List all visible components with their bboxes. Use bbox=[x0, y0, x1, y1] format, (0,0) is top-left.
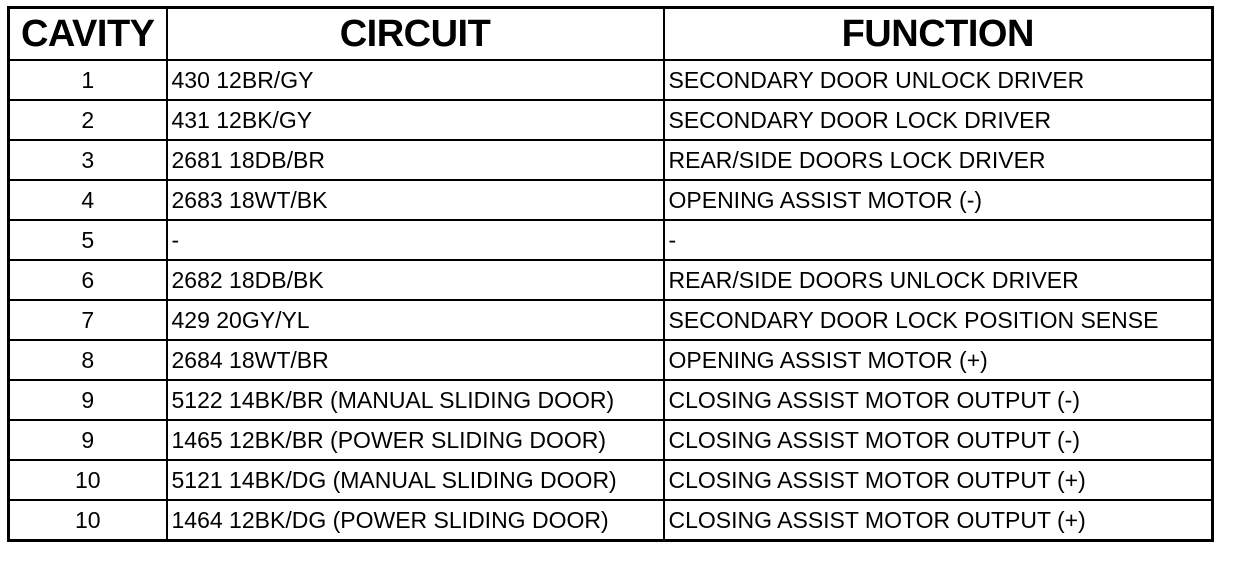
circuit-cell: 429 20GY/YL bbox=[167, 300, 664, 340]
table-row bbox=[9, 220, 1213, 260]
table-row bbox=[9, 140, 1213, 180]
function-cell: CLOSING ASSIST MOTOR OUTPUT (+) bbox=[664, 460, 1213, 500]
function-cell: - bbox=[664, 220, 1213, 260]
table-row bbox=[9, 300, 1213, 340]
table-row bbox=[9, 340, 1213, 380]
table-header-row bbox=[9, 8, 1213, 61]
cavity-column-header: CAVITY bbox=[9, 8, 167, 61]
table-row bbox=[9, 460, 1213, 500]
cavity-cell: 7 bbox=[9, 300, 167, 340]
cavity-cell: 9 bbox=[9, 420, 167, 460]
function-cell: REAR/SIDE DOORS LOCK DRIVER bbox=[664, 140, 1213, 180]
function-cell: REAR/SIDE DOORS UNLOCK DRIVER bbox=[664, 260, 1213, 300]
cavity-cell: 10 bbox=[9, 460, 167, 500]
circuit-cell: 5122 14BK/BR (MANUAL SLIDING DOOR) bbox=[167, 380, 664, 420]
table-row bbox=[9, 100, 1213, 140]
function-cell: CLOSING ASSIST MOTOR OUTPUT (-) bbox=[664, 380, 1213, 420]
function-cell: SECONDARY DOOR LOCK POSITION SENSE bbox=[664, 300, 1213, 340]
circuit-cell: 431 12BK/GY bbox=[167, 100, 664, 140]
function-column-header: FUNCTION bbox=[664, 8, 1213, 61]
circuit-cell: 2684 18WT/BR bbox=[167, 340, 664, 380]
circuit-cell: 1464 12BK/DG (POWER SLIDING DOOR) bbox=[167, 500, 664, 541]
circuit-cell: 2681 18DB/BR bbox=[167, 140, 664, 180]
function-cell: OPENING ASSIST MOTOR (-) bbox=[664, 180, 1213, 220]
function-cell: OPENING ASSIST MOTOR (+) bbox=[664, 340, 1213, 380]
cavity-cell: 9 bbox=[9, 380, 167, 420]
circuit-cell: 5121 14BK/DG (MANUAL SLIDING DOOR) bbox=[167, 460, 664, 500]
table-row bbox=[9, 380, 1213, 420]
table-row bbox=[9, 180, 1213, 220]
cavity-cell: 4 bbox=[9, 180, 167, 220]
circuit-column-header: CIRCUIT bbox=[167, 8, 664, 61]
cavity-cell: 6 bbox=[9, 260, 167, 300]
connector-pinout-table bbox=[7, 6, 1214, 542]
function-cell: CLOSING ASSIST MOTOR OUTPUT (-) bbox=[664, 420, 1213, 460]
circuit-cell: - bbox=[167, 220, 664, 260]
circuit-cell: 2683 18WT/BK bbox=[167, 180, 664, 220]
circuit-cell: 2682 18DB/BK bbox=[167, 260, 664, 300]
cavity-cell: 8 bbox=[9, 340, 167, 380]
function-cell: CLOSING ASSIST MOTOR OUTPUT (+) bbox=[664, 500, 1213, 541]
table-row bbox=[9, 60, 1213, 100]
function-cell: SECONDARY DOOR LOCK DRIVER bbox=[664, 100, 1213, 140]
cavity-cell: 3 bbox=[9, 140, 167, 180]
table-row bbox=[9, 260, 1213, 300]
cavity-cell: 1 bbox=[9, 60, 167, 100]
table-row bbox=[9, 500, 1213, 541]
table-row bbox=[9, 420, 1213, 460]
circuit-cell: 1465 12BK/BR (POWER SLIDING DOOR) bbox=[167, 420, 664, 460]
cavity-cell: 10 bbox=[9, 500, 167, 541]
function-cell: SECONDARY DOOR UNLOCK DRIVER bbox=[664, 60, 1213, 100]
circuit-cell: 430 12BR/GY bbox=[167, 60, 664, 100]
cavity-cell: 5 bbox=[9, 220, 167, 260]
cavity-cell: 2 bbox=[9, 100, 167, 140]
